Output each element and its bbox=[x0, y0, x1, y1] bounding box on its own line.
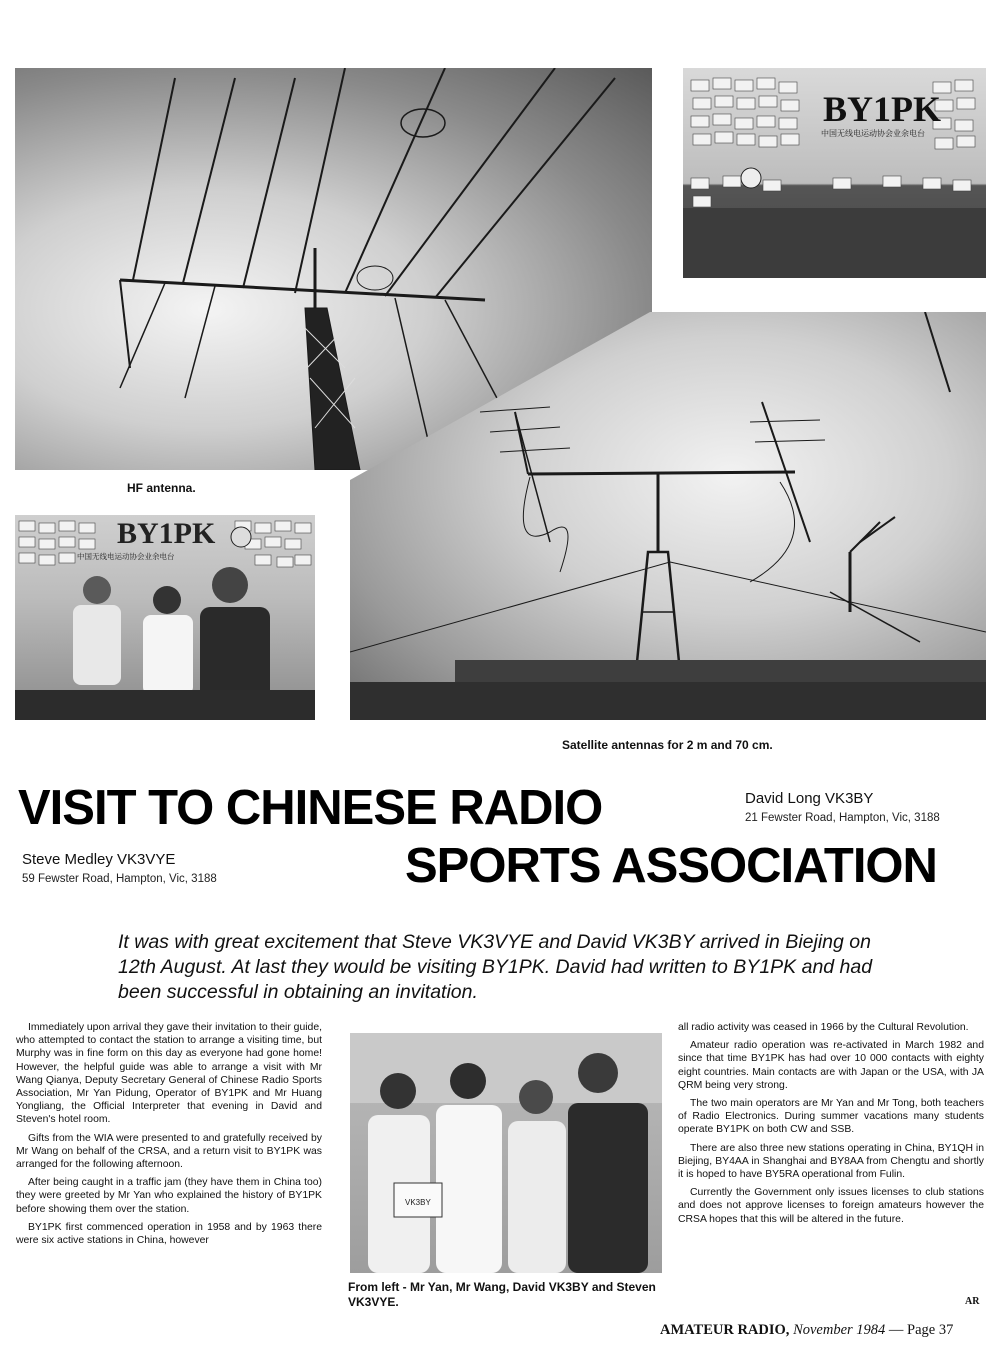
end-mark: AR bbox=[965, 1296, 980, 1307]
group-portrait-drawing bbox=[350, 1033, 662, 1273]
group-indoor-callsign: BY1PK bbox=[117, 517, 216, 550]
group-indoor-photo bbox=[15, 515, 315, 720]
group-portrait-card-text: VK3BY bbox=[405, 1198, 431, 1207]
article-intro: It was with great excitement that Steve VK3VYE and David VK3BY arrived in Biejing on 12th August. At last they would be visiting BY1PK. David had written to BY1PK and had been successful in obtaining an invitation. bbox=[118, 931, 873, 1003]
col3-paragraph: The two main operators are Mr Yan and Mr Tong, both teachers of Radio Electronics. During summer vacations many students operate BY1PK on both CW and SSB. bbox=[678, 1098, 984, 1136]
hf-antenna-caption: HF antenna. bbox=[127, 481, 196, 495]
footer-date: November 1984 bbox=[793, 1322, 886, 1338]
group-portrait-photo bbox=[350, 1033, 662, 1273]
col3-paragraph: Amateur radio operation was re-activated in March 1982 and since that time BY1PK has had over 10 000 contacts with eighty eight countries. Main contacts are with Japan or the USA, with JA QRM being very strong. bbox=[678, 1040, 984, 1091]
author-address-vk3vye: 59 Fewster Road, Hampton, Vic, 3188 bbox=[22, 873, 217, 885]
col1-paragraph: Gifts from the WIA were presented to and gratefully received by Mr Wang on behalf of the CRSA, and a return visit to BY1PK was arranged for the following afternoon. bbox=[16, 1132, 322, 1171]
article-title-line2: SPORTS ASSOCIATION bbox=[405, 839, 937, 893]
article-title-line1: VISIT TO CHINESE RADIO bbox=[18, 781, 603, 835]
author-name-vk3vye: Steve Medley VK3VYE bbox=[22, 851, 176, 868]
col3-paragraph: all radio activity was ceased in 1966 by the Cultural Revolution. bbox=[678, 1022, 969, 1033]
qsl-wall-sign-subtitle: 中国无线电运动协会业余电台 bbox=[821, 129, 925, 138]
satellite-antenna-caption: Satellite antennas for 2 m and 70 cm. bbox=[562, 738, 773, 752]
col3-paragraph: There are also three new stations operating in China, BY1QH in Biejing, BY4AA in Shanghai and BY8AA from Chengtu and shortly it is hoped to have BY5RA operational from Fulin. bbox=[678, 1142, 984, 1181]
article-column-3 bbox=[678, 1021, 984, 1231]
col1-paragraph: After being caught in a traffic jam (they have them in China too) they were greeted by Mr Yan who explained the history of BY1PK before showing them over the station. bbox=[16, 1177, 322, 1215]
author-name-vk3by: David Long VK3BY bbox=[745, 790, 874, 807]
footer-magazine: AMATEUR RADIO, bbox=[660, 1322, 790, 1338]
qsl-wall-callsign: BY1PK bbox=[823, 89, 942, 129]
col1-paragraph: BY1PK first commenced operation in 1958 and by 1963 there were six active stations in China, however bbox=[16, 1221, 322, 1247]
group-indoor-sign-subtitle: 中国无线电运动协会业余电台 bbox=[77, 552, 175, 561]
col1-paragraph: Immediately upon arrival they gave their invitation to their guide, who attempted to contact the station to arrange a visiting time, but Murphy was in fine form on this day as everyone had gone home! However, the helpful guide was able to arrange a visit with Mr Wang Qianya, Deputy Secretary General of Chinese Radio Sports Association, Mr Yan Pidung, Operator of BY1PK and Mr Huang Yongliang, the Official Interpreter that evening in David and Steven's hotel room. bbox=[16, 1022, 322, 1126]
footer-page: Page 37 bbox=[907, 1322, 954, 1338]
col3-paragraph: Currently the Government only issues licenses to club stations and does not approve licenses to foreign amateurs however the CRSA hopes that this will be altered in the future. bbox=[678, 1187, 984, 1225]
footer-separator: — bbox=[888, 1322, 904, 1338]
page-footer bbox=[660, 1322, 953, 1339]
author-address-vk3by: 21 Fewster Road, Hampton, Vic, 3188 bbox=[745, 812, 940, 824]
article-column-1 bbox=[16, 1021, 322, 1252]
qsl-wall-photo bbox=[683, 68, 986, 278]
group-portrait-caption: From left - Mr Yan, Mr Wang, David VK3BY and Steven VK3VYE. bbox=[348, 1280, 656, 1309]
